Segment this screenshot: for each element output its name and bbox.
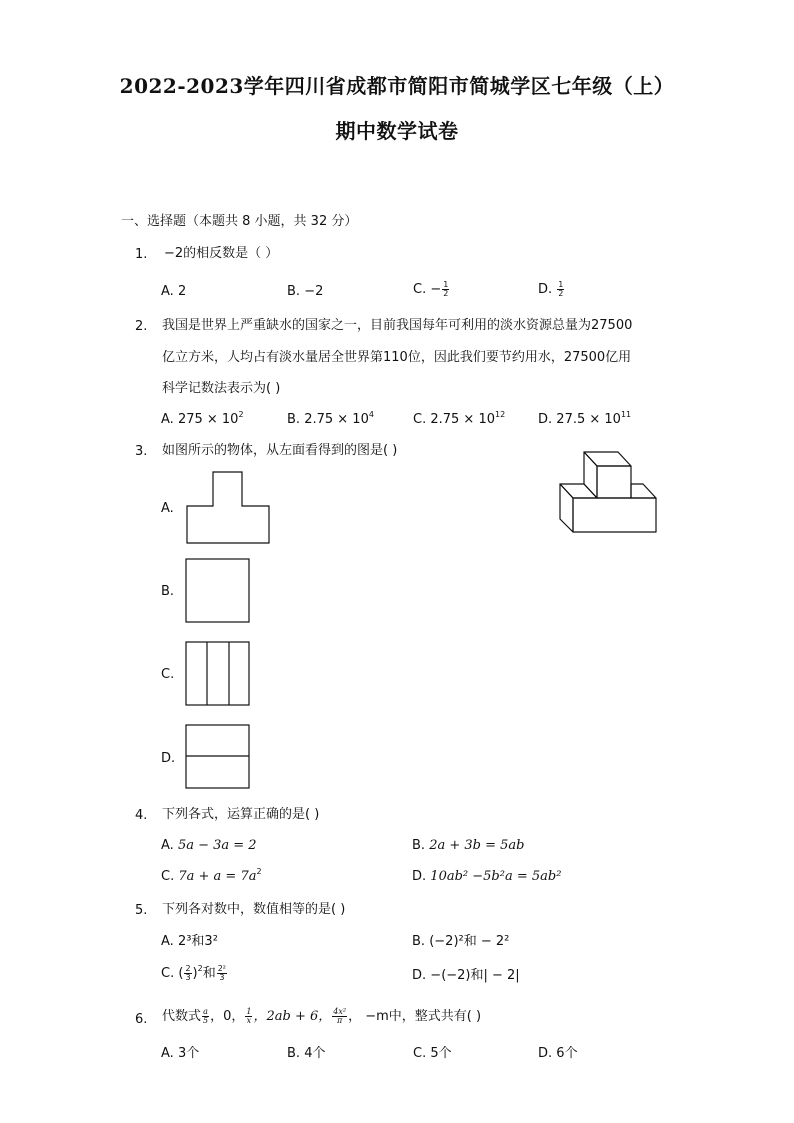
q1-d-fraction: $\frac{1}{2}$ <box>558 280 564 298</box>
q3-option-d-figure <box>185 724 251 790</box>
q3-solid-figure <box>558 444 660 536</box>
q4-option-d: D. 10ab² −5b²a = 5ab² <box>412 869 562 884</box>
q1-option-b: B. −2 <box>287 284 324 299</box>
q2-number: 2. <box>135 319 148 334</box>
q1-option-d: D. $\frac{1}{2}$ <box>538 280 564 298</box>
q6-option-b: B. 4个 <box>287 1046 326 1061</box>
q6-option-c: C. 5个 <box>413 1046 452 1061</box>
q6-fraction-4x2-over-pi: $\frac{\text{4x²}}{\pi}$ <box>333 1007 347 1025</box>
q1-option-c: C. − $\frac{1}{2}$ <box>413 280 449 298</box>
q5-option-d: D. −(−2)和| − 2| <box>412 968 520 983</box>
q2-stem-line1: 我国是世界上严重缺水的国家之一，目前我国每年可利用的淡水资源总量为27500 <box>162 318 633 333</box>
q2-stem-line2: 亿立方米，人均占有淡水量居全世界第110位，因此我们要节约用水，27500亿用 <box>162 350 632 365</box>
q6-fraction-a-over-5: $\frac{a}{5}$ <box>203 1007 209 1025</box>
q3-option-a-figure <box>186 471 272 545</box>
q1-option-a: A. 2 <box>161 284 187 299</box>
q2-option-d: D. $27.5 \times 10^{11}$ <box>538 410 632 427</box>
q5-c-fraction1: $\frac{2}{3}$ <box>185 964 191 982</box>
q6-number: 6. <box>135 1012 148 1027</box>
q6-option-d: D. 6个 <box>538 1046 578 1061</box>
q2-option-a: A. $275 \times 10^2$ <box>161 410 244 427</box>
q2-option-b: B. $2.75 \times 10^4$ <box>287 410 374 427</box>
q6-stem: 代数式 $\frac{a}{5}$ ，0， $\frac{1}{x}$ ，2ab + 6， $\frac{\text{4x²}}{\pi}$ ， −m中，整式共有( ) <box>162 1007 482 1025</box>
q1-c-fraction: $\frac{1}{2}$ <box>443 280 449 298</box>
q4-option-c: C. $7a + a = 7a^2$ <box>161 867 262 884</box>
q4-number: 4. <box>135 808 148 823</box>
section-heading: 一、选择题（本题共 8 小题，共 32 分） <box>121 214 358 229</box>
q5-option-a: A. 2³和3² <box>161 934 218 949</box>
q1-number: 1. <box>135 247 148 262</box>
q6-option-a: A. 3个 <box>161 1046 200 1061</box>
q5-option-b: B. (−2)²和 − 2² <box>412 934 510 949</box>
q4-stem: 下列各式，运算正确的是( ) <box>162 807 320 822</box>
q3-option-c-label: C. <box>161 667 175 682</box>
q2-stem-line3: 科学记数法表示为( ) <box>162 381 281 396</box>
q4-option-b: B. 2a + 3b = 5ab <box>412 838 525 853</box>
q5-number: 5. <box>135 903 148 918</box>
page-title-line1: 2022-2023学年四川省成都市简阳市简城学区七年级（上） <box>119 74 675 98</box>
q3-option-a-label: A. <box>161 501 174 516</box>
q3-number: 3. <box>135 444 148 459</box>
q1-stem: −2的相反数是（ ） <box>164 246 279 261</box>
page-title-line2: 期中数学试卷 <box>335 119 459 143</box>
q3-stem: 如图所示的物体，从左面看得到的图是( ) <box>162 443 398 458</box>
q3-option-b-figure <box>185 558 251 624</box>
q3-option-c-figure <box>185 641 251 707</box>
q5-c-fraction2: $\frac{\text{2²}}{3}$ <box>217 964 227 982</box>
q5-stem: 下列各对数中，数值相等的是( ) <box>162 902 346 917</box>
q3-option-d-label: D. <box>161 751 176 766</box>
q2-option-c: C. $2.75 \times 10^{12}$ <box>413 410 506 427</box>
q3-option-b-label: B. <box>161 584 175 599</box>
q5-option-c: C. ( $\frac{2}{3}$ )$^2$和 $\frac{\text{2²}}{3}$ <box>161 964 227 982</box>
q4-option-a: A. 5a − 3a = 2 <box>161 838 257 853</box>
q6-fraction-1-over-x: $\frac{1}{x}$ <box>246 1007 252 1025</box>
